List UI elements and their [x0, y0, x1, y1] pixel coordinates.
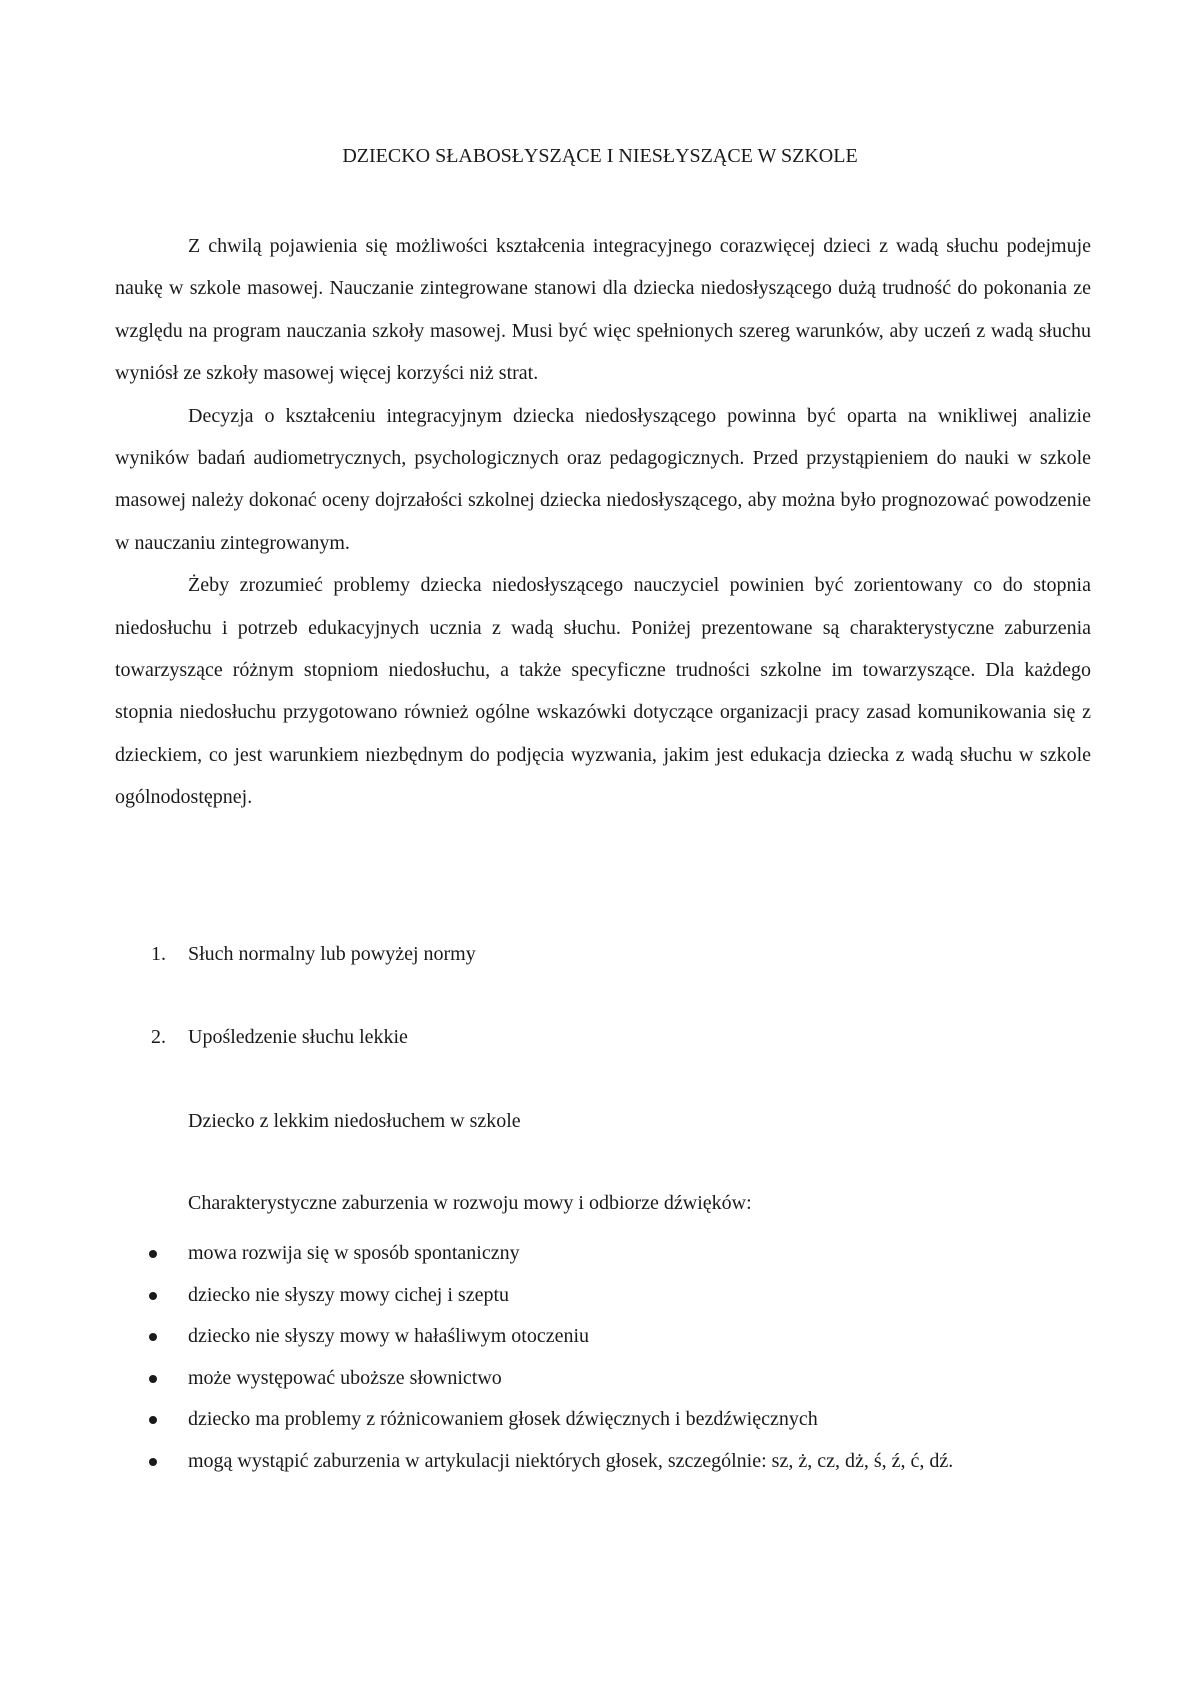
list-item: [115, 1275, 1091, 1317]
list-item: [115, 1399, 1091, 1441]
list-number: 1.: [151, 943, 166, 965]
list-item-text: dziecko nie słyszy mowy w hałaśliwym otoczeniu: [188, 1325, 590, 1347]
bullet-icon: [149, 1333, 157, 1341]
bullet-list: [115, 1233, 1091, 1482]
bullet-icon: [149, 1250, 157, 1258]
document-title: DZIECKO SŁABOSŁYSZĄCE I NIESŁYSZĄCE W SZKOLE: [342, 145, 858, 167]
list-item-text: dziecko ma problemy z różnicowaniem głosek dźwięcznych i bezdźwięcznych: [188, 1408, 818, 1430]
bullet-icon: [149, 1416, 157, 1424]
list-item: [115, 1316, 1091, 1358]
list-item-label: Słuch normalny lub powyżej normy: [188, 943, 476, 965]
bullet-icon: [149, 1458, 157, 1466]
bullet-icon: [149, 1292, 157, 1300]
list-number: 2.: [151, 1026, 166, 1048]
list-item-text: mowa rozwija się w sposób spontaniczny: [188, 1242, 520, 1264]
list-item-label: Upośledzenie słuchu lekkie: [188, 1026, 408, 1048]
list-item: [115, 1358, 1091, 1400]
list-item-text: dziecko nie słyszy mowy cichej i szeptu: [188, 1283, 510, 1306]
list-item: [115, 1233, 1091, 1275]
paragraph: Decyzja o kształceniu integracyjnym dziecka niedosłyszącego powinna być oparta na wnikliwej analizie wyników badań audiometrycznych, psychologicznych oraz pedagogicznych. Przed przystąpieniem do nauki w szkole masowej należy dokonać oceny dojrzałości szkolnej dziecka niedosłyszącego, aby można było prognozować powodzenie w nauczaniu zintegrowanym.: [115, 404, 1091, 554]
paragraph: Żeby zrozumieć problemy dziecka niedosłyszącego nauczyciel powinien być zorientowany co do stopnia niedosłuchu i potrzeb edukacyjnych ucznia z wadą słuchu. Poniżej prezentowane są charakterystyczne zaburzenia towarzyszące różnym stopniom niedosłuchu, a także specyficzne trudności szkolne im towarzyszące. Dla każdego stopnia niedosłuchu przygotowano również ogólne wskazówki dotyczące organizacji pracy zasad komunikowania się z dzieckiem, co jest warunkiem niezbędnym do podjęcia wyzwania, jakim jest edukacja dziecka z wadą słuchu w szkole ogólnodostępnej.: [115, 574, 1091, 809]
paragraph: Z chwilą pojawienia się możliwości kształcenia integracyjnego corazwięcej dzieci z wadą słuchu podejmuje naukę w szkole masowej. Nauczanie zintegrowane stanowi dla dziecka niedosłyszącego dużą trudność do pokonania ze względu na program nauczania szkoły masowej. Musi być więc spełnionych szereg warunków, aby uczeń z wadą słuchu wyniósł ze szkoły masowej więcej korzyści niż strat.: [115, 235, 1091, 385]
list-intro: Charakterystyczne zaburzenia w rozwoju mowy i odbiorze dźwięków:: [188, 1192, 752, 1214]
list-item-text: mogą wystąpić zaburzenia w artykulacji niektórych głosek, szczególnie: sz, ż, cz, dż, ś, ź, ć, dź.: [188, 1449, 954, 1472]
document-body: [115, 225, 1091, 819]
list-item-text: może występować uboższe słownictwo: [188, 1366, 502, 1389]
bullet-icon: [149, 1375, 157, 1383]
section-subheading: Dziecko z lekkim niedosłuchem w szkole: [188, 1110, 521, 1132]
list-item: [115, 1441, 1091, 1483]
